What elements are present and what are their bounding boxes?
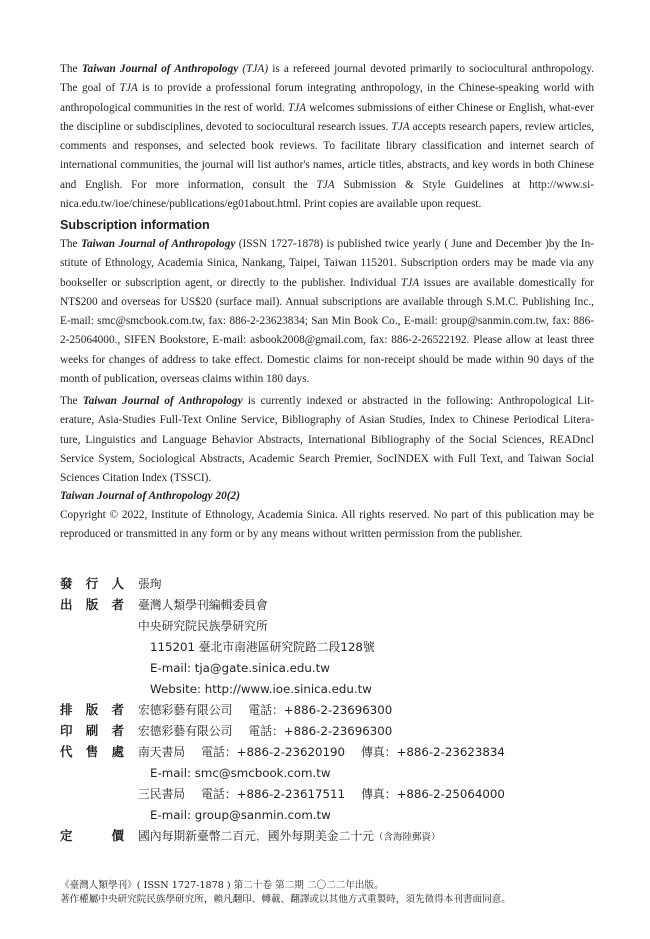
typesetter-label: 排 版 者 [60,702,124,717]
description-text-1: is a refereed journal devoted primarily to sociocultural anthropology. The goal of [60,63,594,95]
indexing-text-body: is currently indexed or abstracted in the following: Anthropological Lit-erature, Asia-Studies Full-Text Online Service, Bibliography of Asian Studies, Index to Chinese Periodical Litera-ture, Linguistics and Language Behavior Abstracts, International Bibliography of the Social Sciences, READncl Service System, Sociological Abstracts, Academic Search Premier, SocINDEX with Full Text, and Taiwan Social Sciences Citation Index (TSSCI). [60,395,595,485]
agent-2-info: 三民書局 電話：+886-2-23617511 傳真：+886-2-25064000 [138,787,505,801]
description-text-4: accepts research papers, review articles, comments and responses, and selected book reviews. To facilitate library classification and internet search of international communities, the journal will list author's names, article titles, abstracts, and key words in both Chinese and English. For more information, consult the [60,120,595,191]
agent-label: 代 售 處 [60,744,124,759]
description-text-5: Submission & Style Guidelines at http://www.si-nica.edu.tw/ioe/chinese/publications/eg01about.html. Print copies are available upon request. [60,178,594,211]
description-text-3: welcomes submissions of either Chinese or English, what-ever the discipline or subdisciplines, devoted to sociocultural research issues. [60,101,594,133]
footer-line-2: 著作權屬中央研究院民族學研究所，賴凡翻印、轉載、翻譯或以其他方式重製時，須先徵得本刊書面同意。 [60,894,511,905]
publisher-name-1: 臺灣人類學刊編輯委員會 [138,598,268,612]
printer-info: 宏德彩藝有限公司 電話：+886-2-23696300 [138,724,393,738]
subscription-heading: Subscription information [60,218,210,232]
journal-abbr: TJA [391,120,410,133]
copyright-notice: Copyright © 2022, Institute of Ethnology, Academia Sinica. All rights reserved. No part of this publication may be reproduced or transmitted in any form or by any means without written permission from the publisher. [60,509,594,541]
agent-2-email: E-mail: group@sanmin.com.tw [150,808,331,822]
subscription-text-1: (ISSN 1727-1878) is published twice yearly ( June and December )by the In-stitute of Ethnology, Academia Sinica, Nankang, Taipei, Taiwan 115201. Subscription orders may be made via any bookseller or subscription agent, or directly to the publisher. Individual [60,238,594,289]
journal-abbr: TJA [400,276,420,289]
publisher-website: Website: http://www.ioe.sinica.edu.tw [150,682,372,696]
journal-abbr: (TJA) [242,63,269,75]
publisher-label: 出 版 者 [60,597,124,612]
price-info: 國內每期新臺幣二百元．國外每期美金二十元（含海陸郵資） [138,829,441,843]
journal-abbr: TJA [316,178,335,191]
journal-title: Taiwan Journal of Anthropology [82,395,243,407]
footer-line-1: 《臺灣人類學刊》( ISSN 1727-1878 ) 第二十卷 第二期 二〇二二年出版。 [60,880,384,891]
typesetter-info: 宏德彩藝有限公司 電話：+886-2-23696300 [138,703,393,717]
price-label: 定 價 [60,828,124,843]
issuer-name: 張珣 [138,577,162,591]
subscription-text-2: issues are available domestically for NT$200 and overseas for US$20 (surface mail). Annual subscriptions are available through S.M.C. Publishing Inc., E-mail: smc@smcbook.com.tw, fax: 886-2-23623834; San Min Book Co., E-mail: group@sanmin.com.tw, fax: 886-2-25064000., SIFEN Bookstore, E-mail: asbook2008@gmail.com, fax: 886-2-26522192. Please allow at least three weeks for changes of address to take effect. Domestic claims for non-receipt should be made within 90 days of the month of publication, overseas claims within 180 days. [60,276,594,386]
issue-citation: Taiwan Journal of Anthropology 20(2) [60,490,240,502]
agent-1-email: E-mail: smc@smcbook.com.tw [150,766,331,780]
journal-abbr: TJA [119,82,138,95]
journal-title: Taiwan Journal of Anthropology [80,238,236,250]
issuer-label: 發 行 人 [60,576,124,591]
publisher-email: E-mail: tja@gate.sinica.edu.tw [150,661,330,675]
indexing-text: The Taiwan Journal of Anthropology is currently indexed or abstracted in the following: Anthropological Lit-erature, Asia-Studies Full-Text Online Service, Bibliography of Asian Studies, Index to Chinese Periodical Litera-ture, Linguistics and Language Behavior Abstracts, International Bibliography of the Social Sciences, READncl Service System, Sociological Abstracts, Academic Search Premier, SocINDEX with Full Text, and Taiwan Social Sciences Citation Index (TSSCI). [60,395,595,485]
subscription-text: The Taiwan Journal of Anthropology (ISSN 1727-1878) is published twice yearly ( June and December )by the In-stitute of Ethnology, Academia Sinica, Nankang, Taipei, Taiwan 115201. Subscription orders may be made via any bookseller or subscription agent, or directly to the publisher. Individual TJA issues are available domestically for NT$200 and overseas for US$20 (surface mail). Annual subscriptions are available through S.M.C. Publishing Inc., E-mail: smc@smcbook.com.tw, fax: 886-2-23623834; San Min Book Co., E-mail: group@sanmin.com.tw, fax: 886-2-25064000., SIFEN Bookstore, E-mail: asbook2008@gmail.com, fax: 886-2-26522192. Please allow at least three weeks for changes of address to take effect. Domestic claims for non-receipt should be made within 90 days of the month of publication, overseas claims within 180 days. [60,238,594,386]
publisher-address: 115201 臺北市南港區研究院路二段128號 [150,640,375,654]
journal-abbr: TJA [287,101,307,114]
publisher-name-2: 中央研究院民族學研究所 [138,619,268,633]
agent-1-info: 南天書局 電話：+886-2-23620190 傳真：+886-2-23623834 [138,745,505,759]
journal-description: The Taiwan Journal of Anthropology (TJA) is a refereed journal devoted primarily to sociocultural anthropology. The goal of TJA is to provide a professional forum integrating anthropology, in the Chinese-speaking world with anthropological communities in the rest of world. TJA welcomes submissions of either Chinese or English, what-ever the discipline or subdisciplines, devoted to sociocultural research issues. TJA accepts research papers, review articles, comments and responses, and selected book reviews. To facilitate library classification and internet search of international communities, the journal will list author's names, article titles, abstracts, and key words in both Chinese and English. For more information, consult the TJA Submission & Style Guidelines at http://www.si-nica.edu.tw/ioe/chinese/publications/eg01about.html. Print copies are available upon request. [60,63,595,211]
description-text-2: is to provide a professional forum integrating anthropology, in the Chinese-speaking world with anthropological communities in the rest of world. [60,82,595,114]
journal-title: Taiwan Journal of Anthropology [81,63,239,75]
printer-label: 印 刷 者 [60,723,124,738]
